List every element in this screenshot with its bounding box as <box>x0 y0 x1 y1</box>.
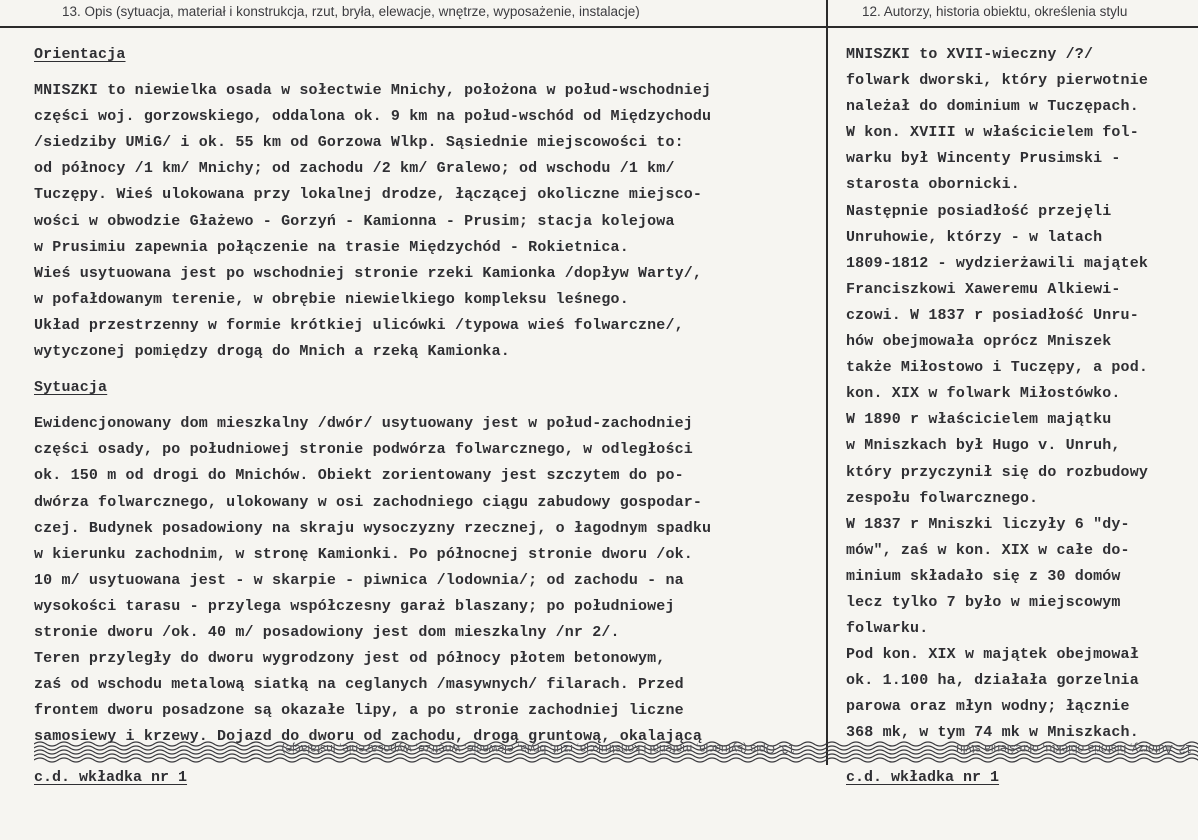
text-line: starosta obornicki. <box>846 176 1020 194</box>
text-line: 1809-1812 - wydzierżawili majątek <box>846 254 1148 272</box>
text-line: także Miłostowo i Tuczępy, a pod. <box>846 359 1148 377</box>
text-line: należał do dominium w Tuczępach. <box>846 98 1139 116</box>
text-line: wytyczonej pomiędzy drogą do Mnich a rzeką Kamionka. <box>34 343 510 361</box>
text-line: w Mniszkach był Hugo v. Unruh, <box>846 437 1121 455</box>
text-line: minium składało się z 30 domów <box>846 567 1121 585</box>
text-line: W 1890 r właścicielem majątku <box>846 411 1112 429</box>
text-line: Unruhowie, którzy - w latach <box>846 228 1103 246</box>
header-rule <box>0 26 1198 28</box>
text-line: W kon. XVIII w właścicielem fol- <box>846 124 1139 142</box>
continuation-note-left: c.d. wkładka nr 1 <box>34 769 188 786</box>
text-line: 368 mk, w tym 74 mk w Mniszkach. <box>846 724 1139 742</box>
text-line: warku był Wincenty Prusimski - <box>846 150 1121 168</box>
text-line: zaś od wschodu metalową siatką na ceglanych /masywnych/ filarach. Przed <box>34 676 684 694</box>
text-line: w Prusimiu zapewnia połączenie na trasie Międzychód - Rokietnica. <box>34 238 629 256</box>
text-line: /siedziby UMiG/ i ok. 55 km od Gorzowa Wlkp. Sąsiednie miejscowości to: <box>34 134 684 152</box>
text-line: Układ przestrzenny w formie krótkiej ulicówki /typowa wieś folwarczne/, <box>34 316 684 334</box>
text-line: MNISZKI to niewielka osada w sołectwie Mnichy, położona w połud-wschodniej <box>34 82 712 100</box>
text-line: w kierunku zachodnim, w stronę Kamionki. Po północnej stronie dworu /ok. <box>34 545 693 563</box>
text-line: folwarku. <box>846 620 929 638</box>
continuation-note-right: c.d. wkładka nr 1 <box>846 769 1000 786</box>
text-line: Wieś usytuowana jest po wschodniej stronie rzeki Kamionka /dopływ Warty/, <box>34 264 703 282</box>
mirrored-section-13-header: 13. Opis (sytuacja, materiał i konstrukcja, rzut, bryła, elewacje, wnętrze, wyposażenie, instalacje) <box>281 742 795 756</box>
text-line: W 1837 r Mniszki liczyły 6 "dy- <box>846 515 1130 533</box>
text-line: Ewidencjonowany dom mieszkalny /dwór/ usytuowany jest w połud-zachodniej <box>34 415 693 433</box>
text-line: części woj. gorzowskiego, oddalona ok. 9 km na połud-wschód od Międzychodu <box>34 108 712 126</box>
section-13-header: 13. Opis (sytuacja, materiał i konstrukcja, rzut, bryła, elewacje, wnętrze, wyposażenie, instalacje) <box>62 4 640 19</box>
text-line: części osady, po południowej stronie podwórza folwarcznego, w odległości <box>34 441 693 459</box>
text-line: Następnie posiadłość przejęli <box>846 202 1112 220</box>
text-line: samosiewy i krzewy. Dojazd do dworu od zachodu, drogą gruntową, okalającą <box>34 728 703 746</box>
text-line: zespołu folwarcznego. <box>846 489 1039 507</box>
text-line: kon. XIX w folwark Miłostówko. <box>846 385 1121 403</box>
heading-orientacja: Orientacja <box>34 46 126 63</box>
text-line: Teren przyległy do dworu wygrodzony jest od północy płotem betonowym, <box>34 650 666 668</box>
text-line: hów obejmowała oprócz Mniszek <box>846 333 1112 351</box>
text-line: Franciszkowi Xaweremu Alkiewi- <box>846 280 1121 298</box>
mirrored-section-12-header: 12. Autorzy, historia obiektu, określenia stylu <box>956 742 1192 756</box>
text-line: folwark dworski, który pierwotnie <box>846 72 1148 90</box>
text-line: parowa oraz młyn wodny; łącznie <box>846 698 1130 716</box>
heading-sytuacja: Sytuacja <box>34 379 108 397</box>
column-divider <box>826 0 828 765</box>
text-line: frontem dworu posadzone są okazałe lipy, a po stronie zachodniej liczne <box>34 702 684 720</box>
description-column <box>34 42 820 750</box>
text-line: lecz tylko 7 było w miejscowym <box>846 593 1121 611</box>
text-line: MNISZKI to XVII-wieczny /?/ <box>846 46 1094 63</box>
text-line: w pofałdowanym terenie, w obrębie niewielkiego kompleksu leśnego. <box>34 290 629 308</box>
text-line: Pod kon. XIX w majątek obejmował <box>846 646 1139 664</box>
text-line: czowi. W 1837 r posiadłość Unru- <box>846 306 1139 324</box>
text-line: mów", zaś w kon. XIX w całe do- <box>846 541 1130 559</box>
text-line: wysokości tarasu - przylega współczesny garaż blaszany; po południowej <box>34 597 675 615</box>
text-line: ok. 1.100 ha, działała gorzelnia <box>846 672 1139 690</box>
text-line: który przyczynił się do rozbudowy <box>846 463 1148 481</box>
text-line: czej. Budynek posadowiony na skraju wysoczyzny rzecznej, o łagodnym spadku <box>34 519 712 537</box>
text-line: wości w obwodzie Głażewo - Gorzyń - Kamionna - Prusim; stacja kolejowa <box>34 212 675 230</box>
section-12-header: 12. Autorzy, historia obiektu, określenia stylu <box>862 4 1128 19</box>
text-line: od północy /1 km/ Mnichy; od zachodu /2 km/ Gralewo; od wschodu /1 km/ <box>34 160 675 178</box>
text-line: 10 m/ usytuowana jest - w skarpie - piwnica /lodownia/; od zachodu - na <box>34 571 684 589</box>
text-line: dwórza folwarcznego, ulokowany w osi zachodniego ciągu zabudowy gospodar- <box>34 493 703 511</box>
text-line: Tuczępy. Wieś ulokowana przy lokalnej drodze, łączącej okoliczne miejsco- <box>34 186 703 204</box>
history-column <box>846 42 1194 747</box>
text-line: stronie dworu /ok. 40 m/ posadowiony jest dom mieszkalny /nr 2/. <box>34 623 620 641</box>
text-line: ok. 150 m od drogi do Mnichów. Obiekt zorientowany jest szczytem do po- <box>34 467 684 485</box>
